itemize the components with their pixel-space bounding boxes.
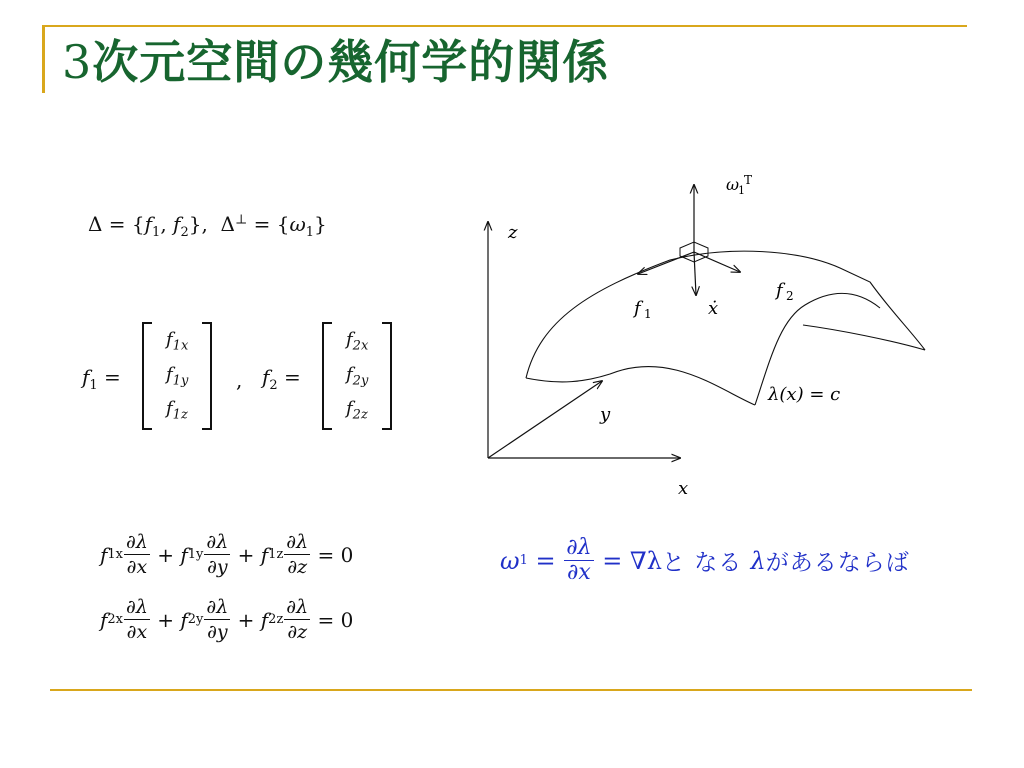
f1-label-sub: 1 — [89, 378, 98, 393]
blue-omega: ω — [500, 546, 520, 575]
xdot-fig-label: ẋ — [708, 298, 719, 319]
surface-top-edge — [526, 251, 925, 378]
pde2-f1: f — [100, 607, 108, 632]
surface-back-edge — [803, 325, 925, 350]
f2x-sub: 2x — [352, 338, 369, 354]
dist-close: }, — [188, 212, 208, 236]
omega-label-sup: T — [744, 173, 753, 187]
blue-eq-1: = — [527, 546, 564, 575]
f1z-sub: 1z — [172, 407, 188, 423]
y-axis — [488, 381, 602, 458]
f1x-entry — [166, 329, 188, 354]
f1-column — [152, 324, 202, 428]
f1-eq: = — [97, 365, 121, 389]
pde-row-1 — [100, 530, 353, 579]
f1-vector — [142, 322, 212, 430]
pde1-den-y: ∂y — [207, 556, 228, 578]
pde1-den-z: ∂z — [287, 556, 308, 578]
pde1-c1: 1x — [107, 547, 124, 562]
pde2-frac-y — [204, 595, 230, 644]
pde1-plus-1: + — [150, 542, 181, 567]
pde2-c3: 2z — [268, 612, 284, 627]
pde1-frac-z — [284, 530, 310, 579]
pde2-plus-2: + — [231, 607, 261, 632]
f1y-base: f — [166, 363, 173, 385]
f2-eq: = — [277, 365, 301, 389]
f2-label-sub: 2 — [269, 378, 278, 393]
page-title — [62, 32, 609, 92]
f2y-base: f — [346, 363, 353, 385]
f1-label — [82, 365, 121, 393]
pde1-den-x: ∂x — [126, 556, 148, 578]
f1z-base: f — [166, 398, 173, 420]
f1y-sub: 1y — [172, 373, 189, 389]
bottom-rule — [50, 689, 972, 691]
geometry-figure — [470, 160, 940, 505]
surface-label: λ(x) = c — [768, 384, 841, 405]
f2y-entry — [346, 364, 368, 389]
pde1-f2: f — [180, 542, 188, 567]
pde2-plus-1: + — [150, 607, 181, 632]
f1x-sub: 1x — [172, 338, 189, 354]
z-label: z — [508, 222, 518, 243]
pde1-c2: 1y — [187, 547, 204, 562]
blue-frac — [564, 536, 593, 585]
pde2-den-z: ∂z — [287, 621, 308, 643]
y-label: y — [600, 404, 611, 425]
dist-sep: , — [160, 212, 174, 236]
blue-frac-num: ∂λ — [566, 535, 592, 560]
pde2-f3: f — [260, 607, 269, 632]
pde-row-2 — [100, 595, 353, 644]
dist-f2-sub: 2 — [180, 225, 189, 240]
title-text: 次元空間の幾何学的関係 — [92, 35, 610, 89]
omega-label-sub: 1 — [738, 184, 745, 197]
delta-open: Δ = { — [88, 212, 145, 236]
f1-right-bracket — [202, 322, 212, 430]
perp-eq: = { — [247, 212, 290, 236]
title-number: 3 — [62, 35, 93, 89]
matrix-comma: , — [236, 368, 243, 392]
pde1-f3: f — [260, 542, 269, 567]
f1x-base: f — [166, 329, 173, 351]
pde2-num-y: ∂λ — [206, 596, 229, 618]
pde1-eq0: = 0 — [311, 542, 354, 567]
f2z-sub: 2z — [352, 407, 368, 423]
pde1-num-x: ∂λ — [126, 531, 148, 553]
blue-frac-den: ∂x — [567, 560, 591, 585]
pde1-frac-x — [124, 530, 150, 579]
dist-f1: f — [144, 212, 153, 236]
blue-nabla: = ∇λ — [594, 546, 662, 575]
blue-lambda: λ — [750, 546, 766, 575]
f1z-entry — [166, 398, 188, 423]
pde2-c1: 2x — [107, 612, 124, 627]
f1-label-base: f — [82, 365, 90, 389]
pde2-den-y: ∂y — [207, 621, 228, 643]
f1-arrow — [638, 252, 694, 274]
pde2-frac-z — [284, 595, 310, 644]
title-top-rule — [42, 25, 967, 27]
dist-omega-sub: 1 — [305, 225, 315, 240]
pde1-frac-y — [204, 530, 230, 579]
pde1-num-z: ∂λ — [286, 531, 309, 553]
pde1-c3: 1z — [268, 547, 284, 562]
distribution-equation — [88, 212, 327, 240]
pde2-num-z: ∂λ — [286, 596, 309, 618]
omega-label: ω — [726, 175, 740, 194]
f2-label — [262, 365, 301, 393]
pde2-num-x: ∂λ — [126, 596, 148, 618]
f2-vector — [322, 322, 392, 430]
perp-symbol: ⊥ — [235, 212, 248, 228]
delta-perp: Δ — [220, 212, 235, 236]
dist-close2: } — [314, 212, 327, 236]
pde1-f1: f — [100, 542, 108, 567]
pde2-f2: f — [180, 607, 188, 632]
pde1-num-y: ∂λ — [206, 531, 229, 553]
blue-jp-2: があるならば — [765, 550, 910, 576]
f2-left-bracket — [322, 322, 332, 430]
f1-fig-label: f — [634, 298, 641, 319]
f2-column — [332, 324, 382, 428]
dist-omega: ω — [289, 212, 306, 236]
f2x-base: f — [346, 329, 353, 351]
surface-front-edge — [526, 367, 755, 405]
xdot-arrow — [694, 252, 696, 295]
f2z-entry — [346, 398, 368, 423]
f1y-entry — [166, 364, 188, 389]
blue-jp-1: と なる — [661, 550, 751, 576]
pde2-den-x: ∂x — [126, 621, 148, 643]
pde2-eq0: = 0 — [311, 607, 354, 632]
x-label: x — [678, 478, 689, 499]
pde2-c2: 2y — [187, 612, 204, 627]
pde1-plus-2: + — [231, 542, 261, 567]
dist-f1-sub: 1 — [152, 225, 161, 240]
blue-omega-sub: 1 — [519, 553, 528, 568]
dist-f2: f — [173, 212, 181, 236]
f2-label-base: f — [262, 365, 270, 389]
pde2-frac-x — [124, 595, 150, 644]
f2-arrow — [694, 252, 740, 272]
f1-fig-sub: 1 — [644, 307, 652, 321]
f2-fig-sub: 2 — [786, 289, 794, 303]
f1-left-bracket — [142, 322, 152, 430]
f2z-base: f — [346, 398, 353, 420]
f2-fig-label: f — [776, 280, 783, 301]
title-side-rule — [42, 25, 45, 93]
f2-right-bracket — [382, 322, 392, 430]
f2y-sub: 2y — [352, 373, 369, 389]
f2x-entry — [346, 329, 368, 354]
gradient-condition — [500, 536, 910, 585]
